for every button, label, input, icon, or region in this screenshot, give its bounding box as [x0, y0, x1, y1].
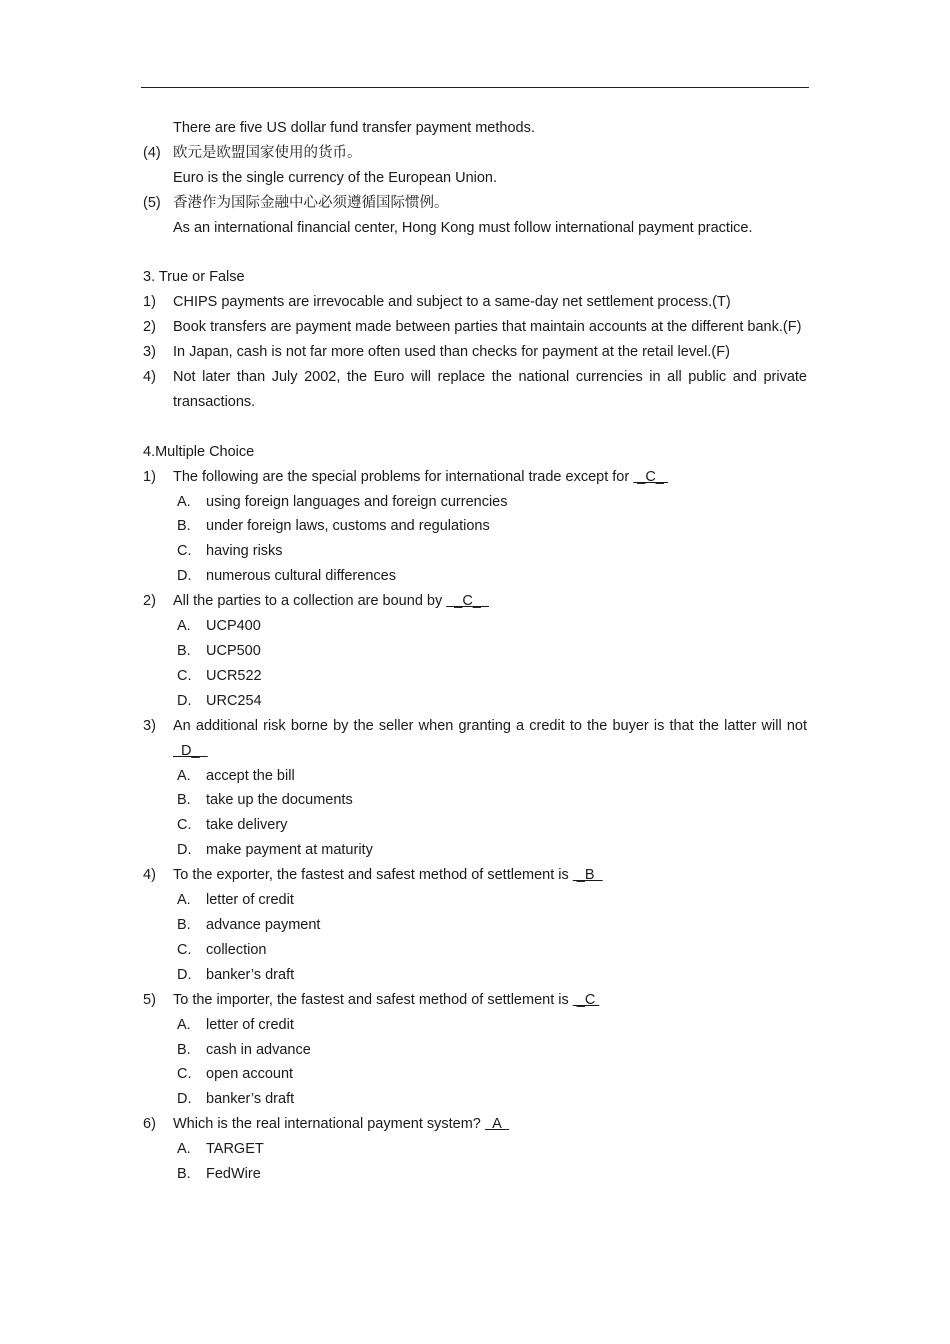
option: [177, 639, 807, 664]
option-letter: D.: [177, 1091, 192, 1108]
option: [177, 490, 807, 515]
option-text: numerous cultural differences: [206, 568, 396, 585]
chinese-sentence: 香港作为国际金融中心必须遵循国际惯例。: [173, 194, 449, 211]
answer-blank: _C: [572, 991, 600, 1008]
answer-blank: _C_: [633, 468, 668, 485]
option: [177, 689, 807, 714]
option-text: make payment at maturity: [206, 842, 373, 859]
question-number: 1): [143, 468, 156, 485]
option: [177, 963, 807, 988]
option-text: UCP400: [206, 618, 261, 635]
option-text: UCR522: [206, 667, 262, 684]
tf-statement: CHIPS payments are irrevocable and subject to a same-day net settlement process.(T): [173, 294, 731, 311]
option: [177, 1013, 807, 1038]
document-body: [143, 116, 807, 1187]
option-letter: A.: [177, 618, 191, 635]
option-letter: B.: [177, 792, 191, 809]
option-text: letter of credit: [206, 892, 294, 909]
option-letter: A.: [177, 767, 191, 784]
option-letter: D.: [177, 842, 192, 859]
mc-question: [143, 714, 807, 764]
option-text: open account: [206, 1066, 294, 1083]
answer-blank: _C_: [446, 593, 489, 610]
option-letter: B.: [177, 643, 191, 659]
question-text: An additional risk borne by the seller when granting a credit to the buyer is that the latter will not: [173, 717, 807, 734]
option-text: under foreign laws, customs and regulations: [206, 518, 490, 535]
option-text: advance payment: [206, 916, 321, 933]
option: [177, 1137, 807, 1162]
question-text: The following are the special problems for international trade except for: [173, 468, 634, 485]
option: [177, 888, 807, 913]
option: [177, 913, 807, 938]
option-letter: C.: [177, 817, 192, 834]
mc-question: [143, 465, 807, 490]
tf-item: [143, 315, 807, 340]
option-text: using foreign languages and foreign currencies: [206, 493, 508, 510]
section-title-multiple-choice: 4.Multiple Choice: [143, 443, 255, 460]
option-letter: C.: [177, 1066, 192, 1083]
option: [177, 938, 807, 963]
option-text: collection: [206, 941, 267, 958]
intro-line: There are five US dollar fund transfer payment methods.: [173, 120, 535, 136]
option-text: TARGET: [206, 1141, 264, 1158]
option-text: cash in advance: [206, 1041, 311, 1058]
option-letter: A.: [177, 493, 191, 510]
option: [177, 788, 807, 813]
option: [177, 539, 807, 564]
tf-item: [143, 290, 807, 315]
answer-blank: A: [484, 1116, 510, 1133]
option-list: [143, 490, 807, 590]
answer-blank: D_: [173, 742, 208, 759]
option-list: [143, 614, 807, 714]
tf-statement: Not later than July 2002, the Euro will replace the national currencies in all public and private transactions.: [173, 369, 807, 410]
option-text: UCP500: [206, 643, 261, 659]
option: [177, 564, 807, 589]
tf-statement: In Japan, cash is not far more often used than checks for payment at the retail level.(F): [173, 344, 730, 361]
option-list: [143, 888, 807, 988]
question-text: Which is the real international payment system?: [173, 1116, 485, 1133]
option-text: take delivery: [206, 817, 288, 834]
option-letter: D.: [177, 568, 192, 585]
option: [177, 838, 807, 863]
tf-number: 1): [143, 294, 156, 311]
question-number: 5): [143, 991, 156, 1008]
option-text: URC254: [206, 692, 262, 709]
tf-number: 2): [143, 319, 156, 336]
option: [177, 1062, 807, 1087]
option-list: [143, 1013, 807, 1113]
option-letter: B.: [177, 1166, 191, 1183]
tf-item: [143, 340, 807, 365]
tf-number: 3): [143, 344, 156, 361]
tf-number: 4): [143, 369, 156, 386]
question-number: 4): [143, 867, 156, 884]
option-letter: C.: [177, 941, 192, 958]
option-list: [143, 1137, 807, 1187]
chinese-sentence: 欧元是欧盟国家使用的货币。: [173, 144, 362, 161]
option-text: banker’s draft: [206, 1091, 295, 1108]
header-rule: [141, 87, 809, 88]
option: [177, 664, 807, 689]
tf-statement: Book transfers are payment made between parties that maintain accounts at the different bank.(F): [173, 319, 802, 336]
option: [177, 1038, 807, 1063]
english-translation: Euro is the single currency of the European Union.: [173, 169, 498, 186]
option-letter: C.: [177, 543, 192, 560]
option-text: having risks: [206, 543, 283, 560]
mc-question: [143, 589, 807, 614]
english-translation: As an international financial center, Hong Kong must follow international payment practice.: [173, 219, 753, 236]
mc-question: [143, 863, 807, 888]
option-text: FedWire: [206, 1166, 261, 1183]
question-text: To the importer, the fastest and safest method of settlement is: [173, 991, 573, 1008]
option-letter: B.: [177, 518, 191, 535]
option: [177, 813, 807, 838]
answer-blank: _B: [572, 867, 603, 884]
option: [177, 764, 807, 789]
option-text: banker’s draft: [206, 966, 295, 983]
option-text: accept the bill: [206, 767, 295, 784]
question-number: 3): [143, 717, 156, 734]
question-text: To the exporter, the fastest and safest method of settlement is: [173, 867, 573, 884]
mc-question: [143, 1112, 807, 1137]
option-letter: A.: [177, 1016, 191, 1033]
option-letter: D.: [177, 966, 192, 983]
option-letter: C.: [177, 667, 192, 684]
mc-question: [143, 988, 807, 1013]
option-list: [143, 764, 807, 864]
section-title-true-false: 3. True or False: [143, 269, 245, 286]
tf-item: [143, 365, 807, 415]
option-letter: B.: [177, 1041, 191, 1058]
option: [177, 1087, 807, 1112]
translation-item: [143, 191, 807, 216]
option: [177, 514, 807, 539]
question-text: All the parties to a collection are bound by: [173, 593, 447, 610]
option-letter: D.: [177, 692, 192, 709]
question-number: 6): [143, 1116, 156, 1133]
translation-item: [143, 141, 807, 166]
option-text: take up the documents: [206, 792, 353, 809]
option: [177, 614, 807, 639]
option-text: letter of credit: [206, 1016, 294, 1033]
item-number: (5): [143, 194, 161, 211]
item-number: (4): [143, 144, 161, 161]
option-letter: B.: [177, 916, 191, 933]
option-letter: A.: [177, 1141, 191, 1158]
question-number: 2): [143, 593, 156, 610]
option-letter: A.: [177, 892, 191, 909]
option: [177, 1162, 807, 1187]
